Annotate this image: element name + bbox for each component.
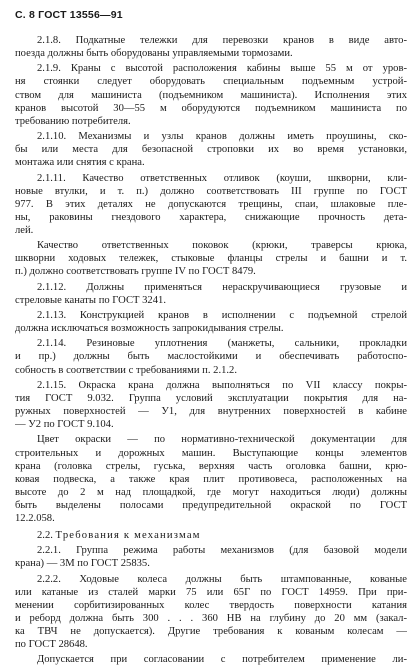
text-line: монтажа или снятия с крана.: [15, 157, 145, 169]
text-line: Допускается при согласовании с потребителем применение ли-: [37, 654, 407, 666]
paragraph: [15, 172, 407, 237]
text-line: 2.2.1. Группа режима работы механизмов (для базовой модели: [37, 545, 407, 557]
paragraph: [15, 34, 407, 60]
paragraph: [15, 281, 407, 307]
paragraph: [15, 379, 407, 431]
text-line: 2.2.2. Ходовые колеса должны быть штампованные, кованые: [37, 573, 407, 585]
text-line: быть выделены полосами предупредительной окраской по ГОСТ: [15, 499, 407, 511]
text-line: 977. В этих деталях не допускаются трещины, спаи, шлаковые пле-: [15, 198, 407, 210]
text-line: требованию потребителя.: [15, 115, 131, 127]
text-line: 2.1.10. Механизмы и узлы кранов должны иметь проушины, ско-: [37, 131, 407, 143]
text-line: ны, раковины гнездового характера, снижающие прочность дета-: [15, 211, 407, 223]
section-heading: [15, 529, 407, 542]
text-line: поезда должны быть оборудованы управляемыми тормозами.: [15, 48, 293, 60]
page-header: С. 8 ГОСТ 13556—91: [15, 9, 123, 21]
section-title: Требования к механизмам: [55, 530, 201, 542]
paragraph: [15, 337, 407, 376]
section-heading-line: [15, 529, 407, 542]
text-line: и реборд должна быть 300 . . . 360 HB на глубину до 20 мм (закал-: [15, 612, 407, 624]
text-line: 2.1.9. Краны с высотой расположения кабины выше 55 м от уров-: [37, 63, 407, 75]
text-line: менении сорбитизированных колес твердость поверхности катания: [15, 599, 407, 611]
paragraph: [15, 130, 407, 169]
text-line: новые втулки, и т. п.) должно соответствовать III группе по ГОСТ: [15, 185, 407, 197]
text-line: Качество ответственных поковок (крюки, траверсы крюка,: [37, 240, 407, 252]
paragraph: [15, 239, 407, 278]
text-line: тия ГОСТ 9.032. Группа условий эксплуатации покрытия для на-: [15, 392, 407, 404]
paragraph: [15, 62, 407, 127]
text-line: 12.2.058.: [15, 512, 55, 524]
text-line: Цвет окраски — по нормативно-технической документации для: [37, 434, 407, 446]
text-line: крана) — 3М по ГОСТ 25835.: [15, 558, 150, 570]
text-line: 2.1.8. Подкатные тележки для перевозки кранов в виде авто-: [37, 35, 407, 46]
text-line: ка ТВЧ не допускается). Другие требования к кованым колесам —: [15, 625, 407, 637]
text-line: 2.1.13. Конструкцией кранов в исполнении с подъемной стрелой: [37, 310, 407, 321]
text-line: стреловые канаты по ГОСТ 3241.: [15, 294, 166, 306]
text-line: 2.1.15. Окраска крана должна выполняться по VII классу покры-: [37, 379, 407, 391]
text-line: ством для машиниста (подъемником машиниста). Исполнения этих: [15, 89, 407, 101]
paragraph: [15, 433, 407, 525]
text-line: 2.1.14. Резиновые уплотнения (манжеты, сальники, прокладки: [37, 338, 407, 350]
text-line: бы или места для безопасной строповки их во время установки,: [15, 144, 407, 156]
paragraph: [15, 653, 407, 666]
text-line: высоте до 2 м над площадкой, где могут находиться люди) должны: [15, 486, 407, 498]
text-line: ня стоянки следует оборудовать специальным подъемным устрой-: [15, 76, 407, 88]
text-line: крана (головка стрелы, гуська, верхняя часть оголовка башни, крю-: [15, 460, 407, 472]
text-line: по ГОСТ 28648.: [15, 639, 88, 650]
section-number: 2.2.: [37, 530, 56, 542]
paragraph: [15, 309, 407, 335]
text-line: шкворни ходовых тележек, стыковые фланцы стрелы и башни и т.: [15, 253, 407, 265]
text-line: 2.1.12. Должны применяться нераскручивающиеся грузовые и: [37, 281, 407, 293]
text-line: п.) должно соответствовать группе IV по ГОСТ 8479.: [15, 266, 256, 278]
paragraph: [15, 544, 407, 570]
document-body: [15, 34, 407, 669]
text-line: или катаные из сталей марки 75 или 65Г по ГОСТ 14959. При при-: [15, 586, 407, 598]
text-line: и пр.) должны быть маслостойкими и обеспечивать работоспо-: [15, 351, 407, 363]
text-line: 2.1.11. Качество ответственных отливок (коуши, шкворни, кли-: [37, 172, 407, 184]
text-line: строительных и дорожных машин. Выступающие концы элементов: [15, 447, 407, 459]
text-line: — У2 по ГОСТ 9.104.: [15, 419, 114, 431]
text-line: кранов высотой 30—55 м оборудуются подъемником машиниста по: [15, 102, 407, 114]
text-line: ружных поверхностей — У1, для внутренних поверхностей в кабине: [15, 406, 407, 418]
text-line: должна исключаться возможность запрокидывания стрелы.: [15, 323, 284, 335]
text-line: собность в соответствии с требованиями п. 2.1.2.: [15, 364, 237, 376]
paragraph: [15, 573, 407, 652]
text-line: лей.: [15, 224, 34, 236]
text-line: ковая подвеска, а также края плит противовеса, расположенных на: [15, 473, 407, 485]
